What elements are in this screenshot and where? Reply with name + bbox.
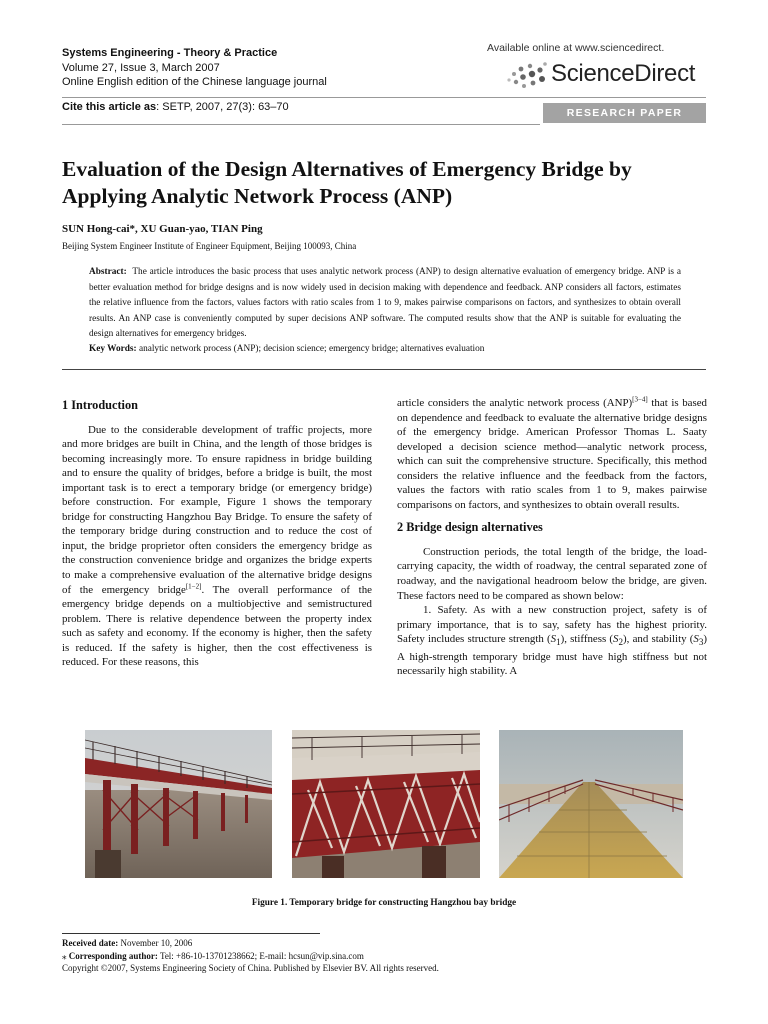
- abstract-text: The article introduces the basic process that uses analytic network process (ANP) to design alternative evaluation of emergency bridge. ANP is a better evaluation method for bridge designs and is now widely used in decision making with dependence and feedback. ANP considers all factors, estimates the relative influence from the factors, values factors with ratio scales from 1 to 9, makes pairwise comparisons on factors, and synthesizes to obtain overall results. An ANP case is conveniently computed by super decisions ANP software. The computed results show that the ANP is suitable for evaluating the design alternatives for emergency bridges.: [89, 267, 681, 339]
- corresponding-author: [62, 950, 439, 963]
- section-heading-introduction: 1 Introduction: [62, 398, 138, 412]
- abstract: [89, 265, 681, 343]
- received-date: [62, 937, 439, 950]
- math-s: S: [613, 633, 619, 646]
- corr-value[interactable]: Tel: +86-10-13701238662; E-mail: hcsun@vip.sina.com: [157, 950, 364, 961]
- cite-text: : SETP, 2007, 27(3): 63–70: [156, 101, 289, 113]
- journal-issue: Volume 27, Issue 3, March 2007: [62, 61, 220, 74]
- keywords-text: analytic network process (ANP); decision science; emergency bridge; alternatives evaluation: [138, 344, 485, 354]
- figure-caption: Figure 1. Temporary bridge for constructing Hangzhou bay bridge: [251, 898, 517, 908]
- math-sub: 2: [618, 637, 624, 648]
- bridge-photo-side-view: [85, 730, 272, 878]
- safety-text-a: 1. Safety. As with a new construction project, safety is of primary importance, that is to say, safety has the highest priority. Safety includes structure strength (: [397, 604, 707, 646]
- article-title: Evaluation of the Design Alternatives of Emergency Bridge by Applying Analytic Network Process (ANP): [62, 157, 632, 208]
- section-heading-bridge-design: 2 Bridge design alternatives: [397, 520, 543, 535]
- intro-paragraph: [62, 423, 372, 670]
- copyright-notice: Copyright ©2007, Systems Engineering Society of China. Published by Elsevier BV. All rights reserved.: [62, 963, 439, 973]
- citation-ref[interactable]: [3−4]: [632, 395, 648, 404]
- keywords: [89, 344, 689, 354]
- intro-text-a: Due to the considerable development of traffic projects, more and more bridges are built in China, and the length of those bridges is becoming increasingly more. To ensure rapidness in bridge building and to ensure the quality of bridges, before a bridge is built, the most important task is to erect a temporary bridge (or emergency bridge) before construction. For example, Figure 1 shows the temporary bridge for constructing Hangzhou Bay Bridge. To ensure the safety of the temporary bridge during construction and to reduce the cost of input, the bridge proprietor often considers the emergency bridge as the construction convenience bridge and organizes the bridge experts to make a comprehensive evaluation of the alternative bridge designs of the emergency bridge: [62, 423, 372, 596]
- intro-cont-text-a: article considers the analytic network process (ANP): [397, 397, 633, 409]
- keywords-label: Key Words:: [89, 344, 137, 354]
- safety-text-c: ), and stability (: [623, 633, 694, 646]
- journal-title: Systems Engineering - Theory & Practice: [62, 47, 278, 59]
- corr-label: Corresponding author:: [66, 950, 158, 961]
- received-value: November 10, 2006: [118, 938, 193, 948]
- cite-label: Cite this article as: [62, 101, 157, 113]
- math-s: S: [550, 633, 557, 646]
- bridge-photo-truss-closeup: [292, 730, 480, 878]
- safety-text-d: ) A high-strength temporary bridge must have high stiffness but not necessarily high stability. A: [397, 633, 707, 678]
- math-sub: 1: [556, 637, 561, 648]
- affiliation: Beijing System Engineer Institute of Engineer Equipment, Beijing 100093, China: [62, 241, 357, 251]
- footnotes: [62, 937, 439, 975]
- received-label: Received date:: [62, 938, 119, 948]
- left-column: [62, 396, 372, 670]
- cite-divider: [62, 124, 540, 125]
- intro-continued-paragraph: [397, 396, 707, 512]
- citation-ref[interactable]: [1−2]: [185, 581, 202, 590]
- header-divider: [62, 97, 706, 98]
- available-online[interactable]: Available online at www.sciencedirect.: [487, 42, 665, 54]
- sciencedirect-wordmark: ScienceDirect: [551, 60, 696, 87]
- journal-info: [62, 46, 482, 90]
- authors: SUN Hong-cai*, XU Guan-yao, TIAN Ping: [62, 223, 263, 235]
- intro-text-b: . The overall performance of the emergency bridge depends on a multiobjective and semistructured problem. There is relative dependence between the property index such as safety and economy. If the economy is higher, then the safety is reduced. If the safety is higher, then the cost effectiveness is reduced. For these reasons, this: [62, 583, 372, 669]
- article-type-badge: RESEARCH PAPER: [543, 103, 706, 123]
- abstract-divider: [62, 369, 706, 370]
- bridge-photo-deck-view: [499, 730, 683, 878]
- asterisk-mark: ⁎: [62, 950, 67, 961]
- design-paragraph: Construction periods, the total length of the bridge, the load-carrying capacity, the width of roadway, the central separated zone of roadway, and the navigational headroom below the bridge, are given. These factors need to be compared as shown below:: [397, 545, 707, 602]
- footnote-divider: [62, 933, 320, 934]
- sciencedirect-logo[interactable]: [505, 58, 705, 94]
- safety-paragraph: [397, 603, 707, 679]
- right-column: [397, 396, 707, 679]
- citation-line: [62, 101, 289, 113]
- safety-text-b: ), stiffness (: [560, 633, 614, 646]
- abstract-label: Abstract:: [89, 267, 127, 277]
- intro-cont-text-b: that is based on dependence and feedback to evaluate the alternative bridge designs of the emergency bridge. American Professor Thomas L. Saaty developed a decision science method—analytic network process, which can suit the comprehensive structure. Specifically, this method considers the relative influence and the feedback from the factors, values the factors with ratio scales from 1 to 9, makes pairwise comparisons on factors, and synthesizes to obtain overall results.: [397, 397, 707, 511]
- math-s: S: [693, 633, 699, 646]
- sciencedirect-dots-icon: [505, 60, 549, 90]
- math-sub: 3: [698, 637, 704, 648]
- journal-edition: Online English edition of the Chinese language journal: [62, 76, 327, 88]
